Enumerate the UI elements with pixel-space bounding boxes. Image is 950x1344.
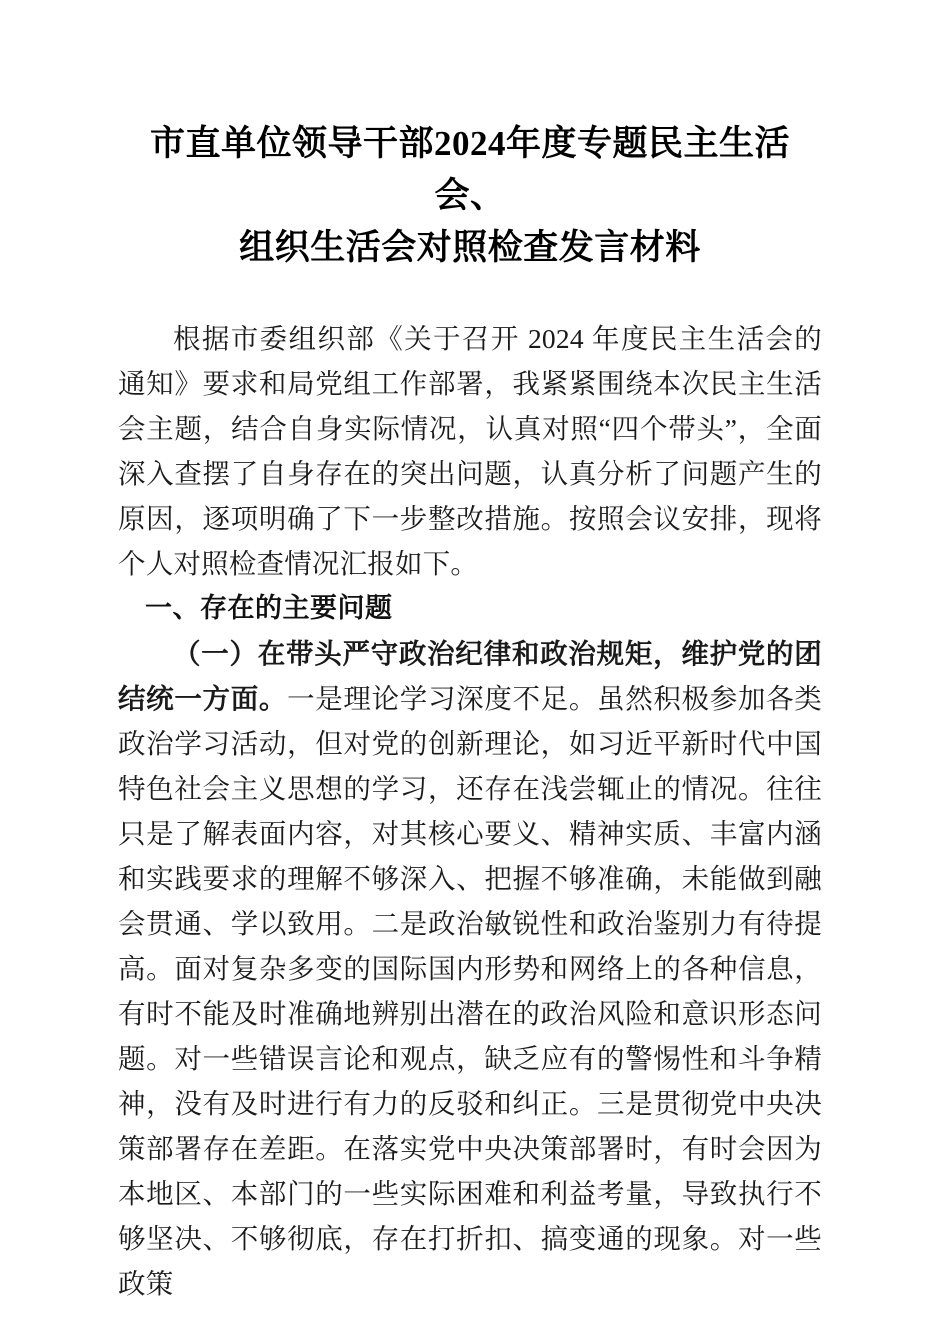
- subsection-1-1-body: 一是理论学习深度不足。虽然积极参加各类政治学习活动，但对党的创新理论，如习近平新时代中国特色社会主义思想的学习，还存在浅尝辄止的情况。往往只是了解表面内容，对其核心要义、精神实质、丰富内涵和实践要求的理解不够深入、把握不够准确，未能做到融会贯通、学以致用。二是政治敏锐性和政治鉴别力有待提高。面对复杂多变的国际国内形势和网络上的各种信息，有时不能及时准确地辨别出潜在的政治风险和意识形态问题。对一些错误言论和观点，缺乏应有的警惕性和斗争精神，没有及时进行有力的反驳和纠正。三是贯彻党中央决策部署存在差距。在落实党中央决策部署时，有时会因为本地区、本部门的一些实际困难和利益考量，导致执行不够坚决、不够彻底，存在打折扣、搞变通的现象。对一些政策: [118, 683, 822, 1299]
- document-body: [118, 316, 822, 1306]
- page-title-line-2: 组织生活会对照检查发言材料: [239, 228, 701, 267]
- subsection-1-1-paragraph: [118, 631, 822, 1306]
- page-title-line-1: 市直单位领导干部2024年度专题民主生活会、: [149, 124, 790, 215]
- page-title: [118, 118, 822, 274]
- section-heading-1: 一、存在的主要问题: [145, 593, 393, 623]
- opening-paragraph: 根据市委组织部《关于召开 2024 年度民主生活会的通知》要求和局党组工作部署，我紧紧围绕本次民主生活会主题，结合自身实际情况，认真对照“四个带头”，全面深入查摆了自身存在的突出问题，认真分析了问题产生的原因，逐项明确了下一步整改措施。按照会议安排，现将个人对照检查情况汇报如下。: [118, 323, 822, 579]
- subsection-1-1-lead: （一）在带头严守政治纪律和政治规矩，维护党的团结统一方面。: [118, 638, 822, 714]
